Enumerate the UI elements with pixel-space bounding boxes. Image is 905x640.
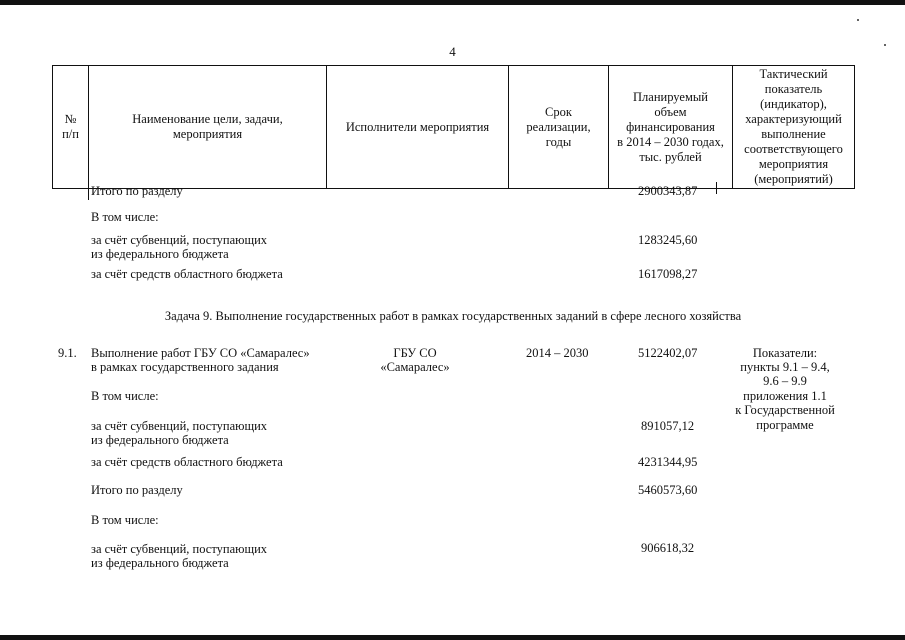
section-total-label: Итого по разделу <box>91 184 183 198</box>
header-col-financing: Планируемый объем финансирования в 2014 – 2030 годах, тыс. рублей <box>609 66 733 189</box>
header-col-number: № п/п <box>53 66 89 189</box>
task-9-title: Задача 9. Выполнение государственных работ в рамках государственных заданий в сфере лесного хозяйства <box>164 309 742 323</box>
task-9-federal-label-line1: за счёт субвенций, поступающих <box>91 542 268 556</box>
row-9-1-federal-value: 891057,12 <box>641 419 695 433</box>
scan-top-edge <box>0 0 905 5</box>
row-9-1-executor-line1: ГБУ СО <box>393 346 437 360</box>
header-col-indicator: Тактический показатель (индикатор), характеризующий выполнение соответствующего мероприятия (мероприятий) <box>733 66 855 189</box>
row-9-1-indicator-line1: Показатели: <box>752 346 818 360</box>
row-9-1-indicator-line4: приложения 1.1 <box>743 389 827 403</box>
section-total-value: 2900343,87 <box>638 184 698 198</box>
row-9-1-including-label: В том числе: <box>91 389 159 403</box>
table-header <box>52 65 855 189</box>
row-9-1-indicator-line5: к Государственной <box>735 403 835 417</box>
row-9-1-name-line1: Выполнение работ ГБУ СО «Самаралес» <box>91 346 310 360</box>
scan-speck <box>857 19 859 21</box>
row-9-1-total-value: 5122402,07 <box>638 346 698 360</box>
row-9-1-federal-label-line1: за счёт субвенций, поступающих <box>91 419 268 433</box>
row-9-1-number: 9.1. <box>58 346 77 360</box>
row-9-1-term: 2014 – 2030 <box>526 346 589 360</box>
row-9-1-name-line2: в рамках государственного задания <box>91 360 279 374</box>
task-9-including-label: В том числе: <box>91 513 159 527</box>
row-9-1-executor-line2: «Самаралес» <box>380 360 450 374</box>
section-regional-value: 1617098,27 <box>638 267 698 281</box>
row-9-1-indicator-line2: пункты 9.1 – 9.4, <box>740 360 830 374</box>
section-including-label: В том числе: <box>91 210 159 224</box>
table-border-right <box>716 182 717 194</box>
header-col-executors: Исполнители мероприятия <box>327 66 509 189</box>
table-border-left <box>88 182 89 200</box>
section-federal-label-line2: из федерального бюджета <box>91 247 229 261</box>
scan-bottom-edge <box>0 635 905 640</box>
page-number: 4 <box>449 44 456 59</box>
task-9-total-value: 5460573,60 <box>638 483 698 497</box>
row-9-1-regional-label: за счёт средств областного бюджета <box>91 455 283 469</box>
row-9-1-federal-label-line2: из федерального бюджета <box>91 433 229 447</box>
row-9-1-indicator-line3: 9.6 – 9.9 <box>763 374 807 388</box>
task-9-total-label: Итого по разделу <box>91 483 183 497</box>
header-col-name: Наименование цели, задачи, мероприятия <box>89 66 327 189</box>
task-9-federal-label-line2: из федерального бюджета <box>91 556 229 570</box>
row-9-1-indicator-line6: программе <box>756 418 814 432</box>
header-col-term: Срок реализации, годы <box>509 66 609 189</box>
section-federal-value: 1283245,60 <box>638 233 698 247</box>
section-federal-label-line1: за счёт субвенций, поступающих <box>91 233 268 247</box>
section-regional-label: за счёт средств областного бюджета <box>91 267 283 281</box>
task-9-federal-value: 906618,32 <box>641 541 695 555</box>
row-9-1-regional-value: 4231344,95 <box>638 455 698 469</box>
